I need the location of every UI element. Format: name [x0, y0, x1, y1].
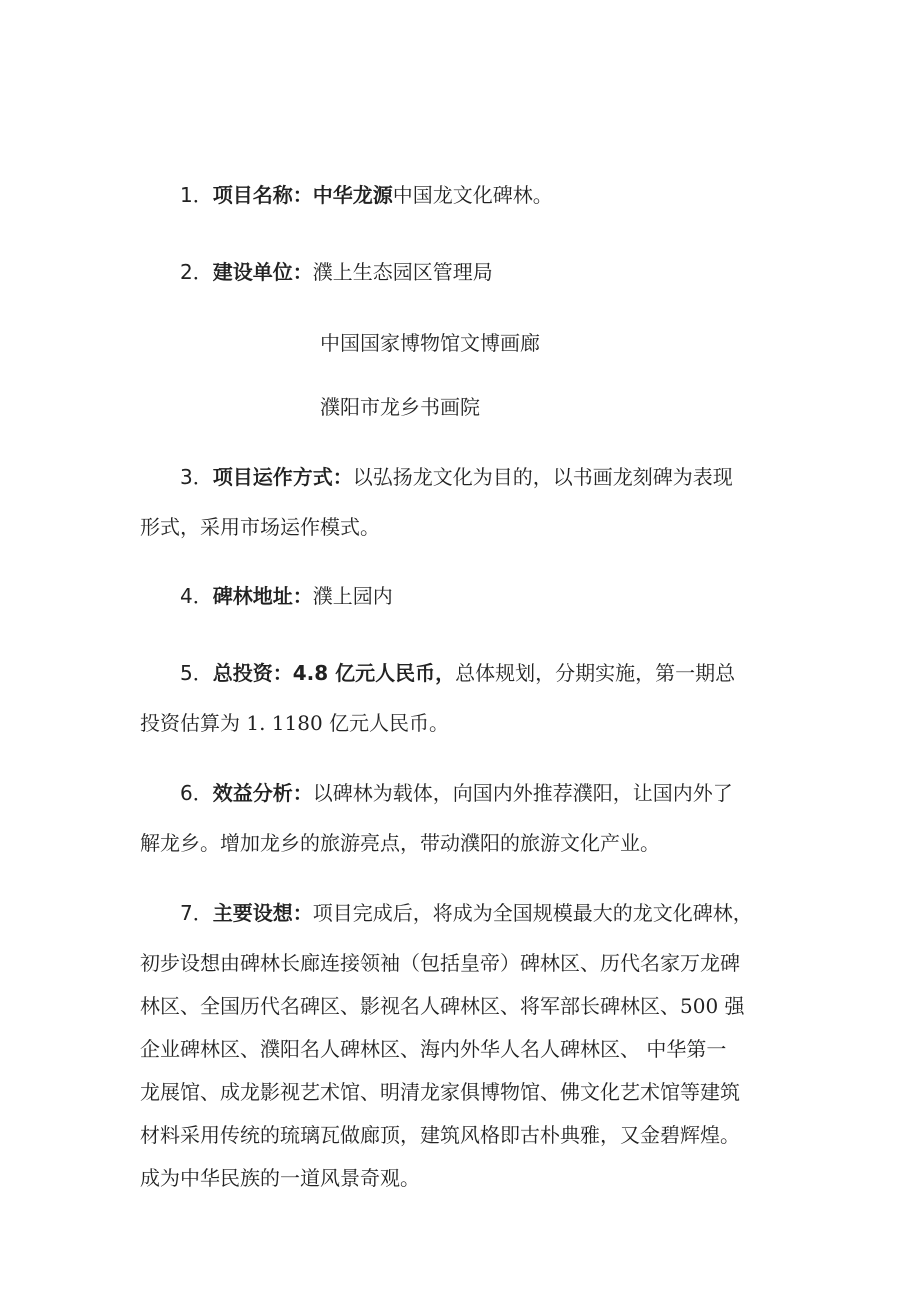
item-6-number: 6． — [180, 781, 213, 805]
item-1-number: 1． — [180, 183, 213, 207]
item-7-number: 7． — [180, 901, 213, 925]
item-3-label: 项目运作方式： — [212, 465, 353, 489]
item-7-label: 主要设想： — [212, 901, 313, 925]
item-7-continuation-1: 初步设想由碑林长廊连接领袖（包括皇帝）碑林区、历代名家万龙碑 — [140, 951, 740, 975]
item-6-line — [180, 778, 733, 808]
item-2-extra-line-2: 濮阳市龙乡书画院 — [320, 395, 480, 419]
item-5-line — [180, 658, 735, 688]
item-1-line — [180, 180, 553, 210]
item-4-label: 碑林地址： — [212, 584, 313, 608]
item-1-bold-value: 中华龙源 — [312, 183, 393, 207]
item-5-label: 总投资： — [212, 661, 293, 685]
item-4-number: 4． — [180, 584, 213, 608]
item-3-number: 3． — [180, 465, 213, 489]
item-2-text: 濮上生态园区管理局 — [312, 260, 493, 284]
item-2-label: 建设单位： — [212, 260, 313, 284]
item-7-continuation-5: 材料采用传统的琉璃瓦做廊顶，建筑风格即古朴典雅，又金碧辉煌。 — [140, 1123, 740, 1147]
item-2-number: 2． — [180, 260, 213, 284]
item-1-label: 项目名称： — [212, 183, 313, 207]
item-5-number: 5． — [180, 661, 213, 685]
item-7-text: 项目完成后，将成为全国规模最大的龙文化碑林， — [312, 901, 753, 925]
item-5-continuation: 投资估算为 1. 1180 亿元人民币。 — [140, 711, 450, 735]
item-4-line — [180, 581, 393, 611]
item-7-continuation-2: 林区、全国历代名碑区、影视名人碑林区、将军部长碑林区、500 强 — [140, 994, 745, 1018]
item-4-text: 濮上园内 — [312, 584, 393, 608]
item-5-bold-value: 4.8 亿元人民币， — [292, 661, 456, 685]
item-6-text: 以碑林为载体，向国内外推荐濮阳，让国内外了 — [312, 781, 733, 805]
item-1-text: 中国龙文化碑林。 — [392, 183, 553, 207]
item-6-continuation: 解龙乡。增加龙乡的旅游亮点，带动濮阳的旅游文化产业。 — [140, 831, 660, 855]
item-3-line — [180, 462, 733, 492]
item-3-text: 以弘扬龙文化为目的，以书画龙刻碑为表现 — [352, 465, 733, 489]
item-3-continuation: 形式，采用市场运作模式。 — [140, 515, 380, 539]
item-7-continuation-6: 成为中华民族的一道风景奇观。 — [140, 1166, 420, 1190]
item-7-continuation-3: 企业碑林区、濮阳名人碑林区、海内外华人名人碑林区、 中华第一 — [140, 1037, 727, 1061]
item-6-label: 效益分析： — [212, 781, 313, 805]
item-2-line — [180, 257, 493, 287]
item-5-text: 总体规划，分期实施，第一期总 — [455, 661, 736, 685]
item-2-extra-line-1: 中国国家博物馆文博画廊 — [320, 331, 540, 355]
item-7-line — [180, 898, 753, 928]
item-7-continuation-4: 龙展馆、成龙影视艺术馆、明清龙家俱博物馆、佛文化艺术馆等建筑 — [140, 1080, 740, 1104]
